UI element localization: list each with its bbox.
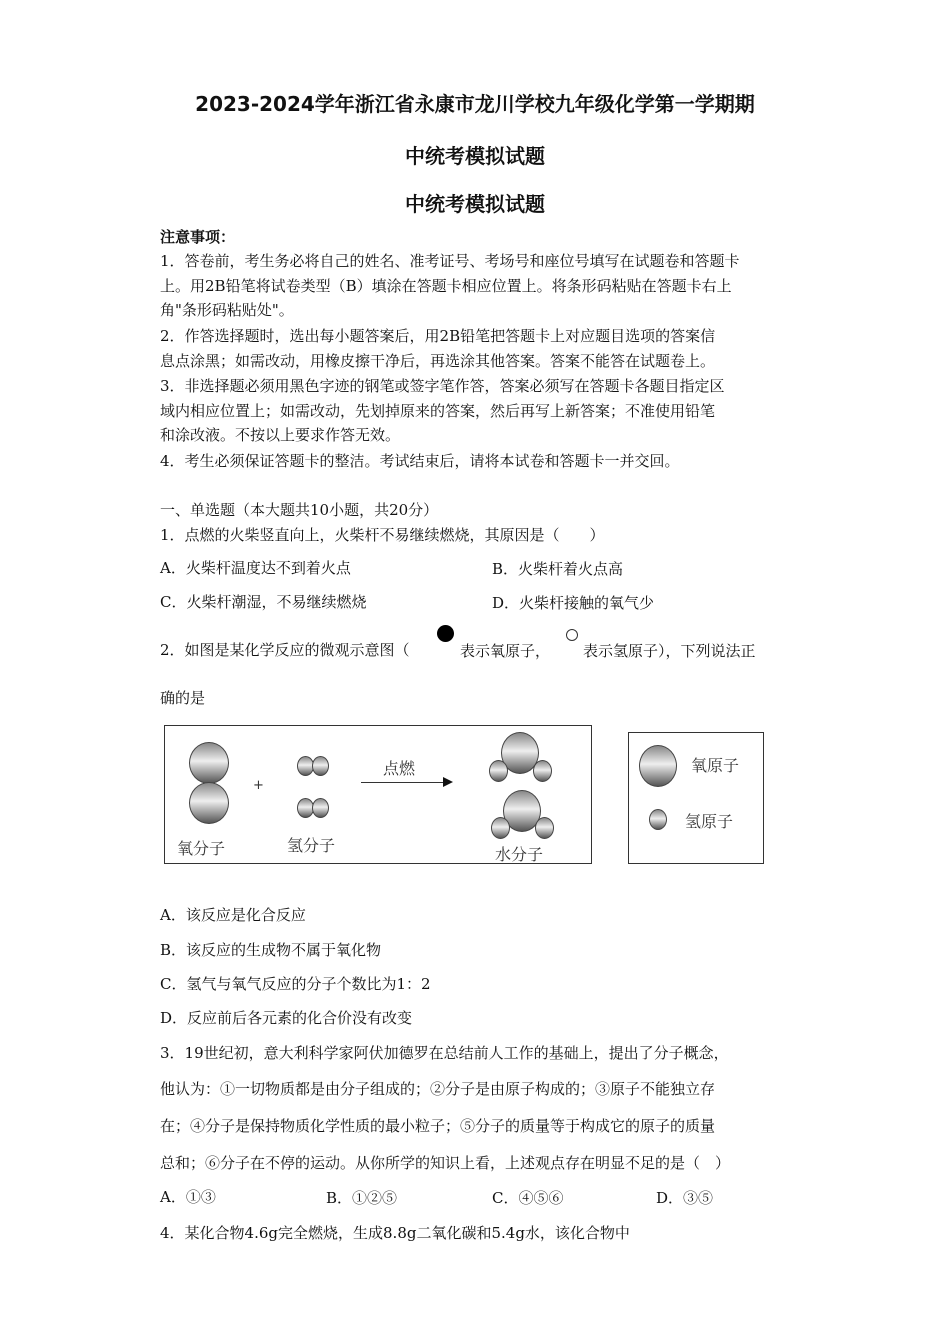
notice-line: 上。用2B铅笔将试卷类型（B）填涂在答题卡相应位置上。将条形码粘贴在答题卡右上 [160, 277, 732, 295]
q3-option-a: A．①③ [160, 1188, 216, 1206]
q3-option-c: C．④⑤⑥ [492, 1189, 564, 1207]
q2-stem-c: 表示氢原子），下列说法正 [583, 642, 756, 660]
reaction-condition: 点燃 [383, 759, 416, 778]
hydrogen-atom-icon [312, 756, 329, 776]
legend-hydrogen-label: 氢原子 [685, 812, 734, 831]
q2-option-d: D．反应前后各元素的化合价没有改变 [160, 1009, 413, 1027]
hydrogen-atom-icon [312, 798, 329, 818]
notice-heading: 注意事项： [160, 228, 236, 246]
oxygen-atom-icon [189, 782, 229, 824]
q4-stem: 4．某化合物4.6g完全燃烧，生成8.8g二氧化碳和5.4g水，该化合物中 [160, 1224, 630, 1242]
legend-oxygen-label: 氧原子 [691, 756, 740, 775]
hydrogen-atom-icon [566, 629, 578, 641]
reaction-arrow [361, 782, 443, 783]
q3-line: 3．19世纪初，意大利科学家阿伏加德罗在总结前人工作的基础上，提出了分子概念， [160, 1044, 729, 1062]
label-water-molecule: 水分子 [495, 845, 544, 864]
hydrogen-atom-icon [533, 760, 552, 782]
hydrogen-atom-icon [649, 809, 667, 830]
title-line-2: 中统考模拟试题 [405, 144, 545, 168]
q2-option-b: B．该反应的生成物不属于氧化物 [160, 941, 382, 959]
arrow-head-icon [443, 777, 453, 787]
section-heading: 一、单选题（本大题共10小题，共20分） [160, 501, 439, 519]
q1-option-d: D．火柴杆接触的氧气少 [492, 594, 655, 612]
title-line-1: 2023-2024学年浙江省永康市龙川学校九年级化学第一学期期 [195, 92, 755, 116]
q1-option-c: C．火柴杆潮湿，不易继续燃烧 [160, 593, 367, 611]
notice-line: 和涂改液。不按以上要求作答无效。 [160, 426, 401, 444]
notice-line: 2．作答选择题时，选出每小题答案后，用2B铅笔把答题卡上对应题目选项的答案信 [160, 327, 716, 345]
label-oxygen-molecule: 氧分子 [177, 839, 226, 858]
reaction-diagram [164, 725, 592, 864]
plus-sign: + [253, 778, 264, 793]
q2-stem-a: 2．如图是某化学反应的微观示意图（ [160, 641, 410, 659]
notice-line: 3．非选择题必须用黑色字迹的钢笔或签字笔作答，答案必须写在答题卡各题目指定区 [160, 377, 725, 395]
q1-option-b: B．火柴杆着火点高 [492, 560, 624, 578]
notice-line: 1．答卷前，考生务必将自己的姓名、准考证号、考场号和座位号填写在试题卷和答题卡 [160, 252, 740, 270]
q3-option-d: D．③⑤ [656, 1189, 714, 1207]
oxygen-atom-icon [639, 745, 677, 787]
notice-line: 4．考生必须保证答题卡的整洁。考试结束后，请将本试卷和答题卡一并交回。 [160, 452, 680, 470]
notice-line: 角"条形码粘贴处"。 [160, 301, 294, 319]
q1-option-a: A．火柴杆温度达不到着火点 [160, 559, 351, 577]
hydrogen-atom-icon [491, 817, 510, 839]
q2-stem-b: 表示氧原子， [460, 642, 551, 660]
hydrogen-atom-icon [489, 760, 508, 782]
notice-line: 域内相应位置上；如需改动，先划掉原来的答案，然后再写上新答案；不准使用铅笔 [160, 402, 716, 420]
q3-line: 在；④分子是保持物质化学性质的最小粒子；⑤分子的质量等于构成它的原子的质量 [160, 1117, 716, 1135]
label-hydrogen-molecule: 氢分子 [287, 836, 336, 855]
q2-option-a: A．该反应是化合反应 [160, 906, 306, 924]
title-line-3: 中统考模拟试题 [405, 192, 545, 216]
diagram-legend [628, 732, 764, 864]
q3-line: 总和；⑥分子在不停的运动。从你所学的知识上看，上述观点存在明显不足的是（ ） [160, 1154, 731, 1172]
q2-option-c: C．氢气与氧气反应的分子个数比为1：2 [160, 975, 431, 993]
q2-stem-d: 确的是 [160, 689, 206, 707]
oxygen-atom-icon [437, 625, 454, 642]
q1-stem: 1．点燃的火柴竖直向上，火柴杆不易继续燃烧，其原因是（ ） [160, 526, 605, 544]
hydrogen-atom-icon [535, 817, 554, 839]
notice-line: 息点涂黑；如需改动，用橡皮擦干净后，再选涂其他答案。答案不能答在试题卷上。 [160, 352, 716, 370]
oxygen-atom-icon [189, 742, 229, 784]
q3-option-b: B．①②⑤ [326, 1189, 398, 1207]
q3-line: 他认为：①一切物质都是由分子组成的；②分子是由原子构成的；③原子不能独立存 [160, 1080, 716, 1098]
